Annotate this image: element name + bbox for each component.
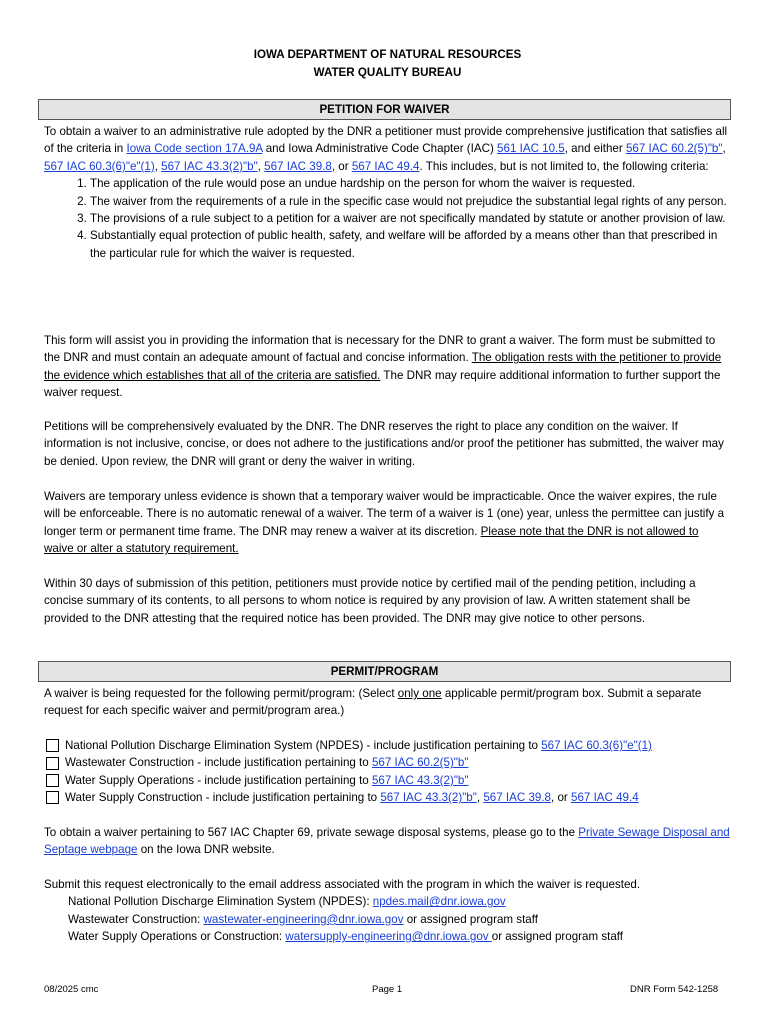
ws-construction-rule-link-3[interactable]: 567 IAC 49.4 <box>571 791 639 805</box>
iowa-code-link[interactable]: Iowa Code section 17A.9A <box>126 142 263 156</box>
footer-date: 08/2025 cmc <box>44 984 99 995</box>
water-supply-operations-checkbox[interactable] <box>46 774 59 787</box>
agency-heading: IOWA DEPARTMENT OF NATURAL RESOURCES <box>253 48 522 61</box>
iac-60-2-5-b-link[interactable]: 567 IAC 60.2(5)"b" <box>625 142 723 156</box>
water-supply-contact: Water Supply Operations or Construction: watersupply-engineering@dnr.iowa.gov or assigned program staff <box>68 930 624 944</box>
evaluation-paragraph: Petitions will be comprehensively evaluated by the DNR. The DNR reserves the right to place any condition on the waiver. If information is not inclusive, concise, or does not adhere to the justifications and/or proof the petitioner has submitted, the waiver may be denied. Upon review, the DNR will grant or deny the waiver in writing. <box>44 420 724 468</box>
permit-intro: A waiver is being requested for the following permit/program: (Select only one applicable permit/program box. Submit a separate request for each specific waiver and permit/program area.) <box>44 687 702 718</box>
private-sewage-webpage-link[interactable]: Private Sewage Disposal and Septage webpage <box>44 826 730 857</box>
septic-paragraph: To obtain a waiver pertaining to 567 IAC Chapter 69, private sewage disposal systems, please go to the Private Sewage Disposal and Septage webpage on the Iowa DNR website. <box>44 826 730 857</box>
wastewater-construction-checkbox[interactable] <box>46 757 59 770</box>
form-assist-paragraph: This form will assist you in providing the information that is necessary for the DNR to grant a waiver. The form must be submitted to the DNR and must contain an adequate amount of factual and concise information. The obligation rests with the petitioner to provide the evidence which establishes that all of the criteria are satisfied. The DNR may require additional information to further support the waiver request. <box>44 334 722 400</box>
bureau-heading: WATER QUALITY BUREAU <box>313 66 462 79</box>
ws-construction-rule-link-2[interactable]: 567 IAC 39.8 <box>483 791 552 805</box>
npdes-rule-link[interactable]: 567 IAC 60.3(6)"e"(1) <box>541 739 652 752</box>
npdes-option: National Pollution Discharge Elimination System (NPDES) - include justification pertaining to 567 IAC 60.3(6)"e"(1) <box>44 737 731 754</box>
iac-39-8-link[interactable]: 567 IAC 39.8 <box>264 159 332 173</box>
permit-options <box>44 737 731 807</box>
water-supply-construction-checkbox[interactable] <box>46 791 59 804</box>
iac-49-4-link[interactable]: 567 IAC 49.4 <box>351 159 420 173</box>
water-supply-email-link[interactable]: watersupply-engineering@dnr.iowa.gov <box>285 930 492 944</box>
wastewater-contact: Wastewater Construction: wastewater-engineering@dnr.iowa.gov or assigned program staff <box>68 912 538 926</box>
wastewater-email-link[interactable]: wastewater-engineering@dnr.iowa.gov <box>203 912 404 926</box>
iac-561-link[interactable]: 561 IAC 10.5 <box>497 142 565 156</box>
water-supply-operations-option: Water Supply Operations - include justification pertaining to 567 IAC 43.3(2)"b" <box>44 772 731 789</box>
iac-60-3-6-e-link[interactable]: 567 IAC 60.3(6)"e"(1) <box>44 159 155 173</box>
statutory-note: Please note that the DNR is not allowed to waive or alter a statutory requirement. <box>44 524 699 556</box>
footer-page-number: Page 1 <box>372 984 403 995</box>
npdes-contact: National Pollution Discharge Elimination System (NPDES): npdes.mail@dnr.iowa.gov <box>68 895 506 909</box>
criteria-item: 4. Substantially equal protection of public health, safety, and welfare will be afforded by a means other than that prescribed in the particular rule for which the waiver is requested. <box>90 227 731 262</box>
notice-paragraph: Within 30 days of submission of this petition, petitioners must provide notice by certified mail of the pending petition, including a concise summary of its contents, to all persons to whom notice is required by any provision of law. A written statement shall be provided to the DNR attesting that the required notice has been provided. The DNR may give notice to other persons. <box>44 577 696 625</box>
water-supply-ops-rule-link[interactable]: 567 IAC 43.3(2)"b" <box>371 773 469 787</box>
wastewater-construction-option: Wastewater Construction - include justification pertaining to 567 IAC 60.2(5)"b" <box>44 754 731 771</box>
submission-instructions: Submit this request electronically to the email address associated with the program in which the waiver is requested. National Pollution Discharge Elimination System (NPDES): npdes.mail@dnr.iowa.gov Wastewater Construction: wastewater-engineering@dnr.iowa.gov or assigned program staff Water Supply Operations or Construction: watersupply-engineering@dnr.iowa.gov or assigned program staff <box>44 876 731 946</box>
npdes-email-link[interactable]: npdes.mail@dnr.iowa.gov <box>372 895 506 909</box>
intro-paragraph: To obtain a waiver to an administrative rule adopted by the DNR a petitioner must provide comprehensive justification that satisfies all of the criteria in Iowa Code section 17A.9A and Iowa Administrative Code Chapter (IAC) 561 IAC 10.5, and either 567 IAC 60.2(5)"b", 567 IAC 60.3(6)"e"(1), 567 IAC 43.3(2)"b", 567 IAC 39.8, or 567 IAC 49.4. This includes, but is not limited to, the following criteria: <box>44 125 728 173</box>
petition-section-header: PETITION FOR WAIVER <box>38 99 731 120</box>
iac-43-3-2-b-link[interactable]: 567 IAC 43.3(2)"b" <box>161 159 258 173</box>
criteria-item: 3. The provisions of a rule subject to a petition for a waiver are not specifically mandated by statute or another provision of law. <box>90 210 731 227</box>
obligation-note: The obligation rests with the petitioner to provide the evidence which establishes that all of the criteria are satisfied. <box>44 351 722 382</box>
ws-construction-rule-link-1[interactable]: 567 IAC 43.3(2)"b" <box>380 791 477 805</box>
criteria-item: 2. The waiver from the requirements of a rule in the specific case would not prejudice the substantial legal rights of any person. <box>90 193 731 210</box>
npdes-checkbox[interactable] <box>46 739 59 752</box>
footer-form-number: DNR Form 542-1258 <box>630 984 719 995</box>
temporary-waiver-paragraph: Waivers are temporary unless evidence is shown that a temporary waiver would be impracticable. Once the waiver expires, the rule will be enforceable. There is no automatic renewal of a waiver. The term of a waiver is 1 (one) year, unless the permittee can justify a longer term or permanent time frame. The DNR may renew a waiver at its discretion. Please note that the DNR is not allowed to waive or alter a statutory requirement. <box>44 490 725 556</box>
petition-intro <box>44 123 731 262</box>
criteria-list <box>44 175 731 262</box>
permit-section-header: PERMIT/PROGRAM <box>38 661 731 682</box>
criteria-item: 1. The application of the rule would pose an undue hardship on the person for whom the waiver is requested. <box>90 175 731 192</box>
water-supply-construction-option: Water Supply Construction - include justification pertaining to 567 IAC 43.3(2)"b", 567 IAC 39.8, or 567 IAC 49.4 <box>44 789 731 806</box>
wastewater-rule-link[interactable]: 567 IAC 60.2(5)"b" <box>371 756 469 770</box>
